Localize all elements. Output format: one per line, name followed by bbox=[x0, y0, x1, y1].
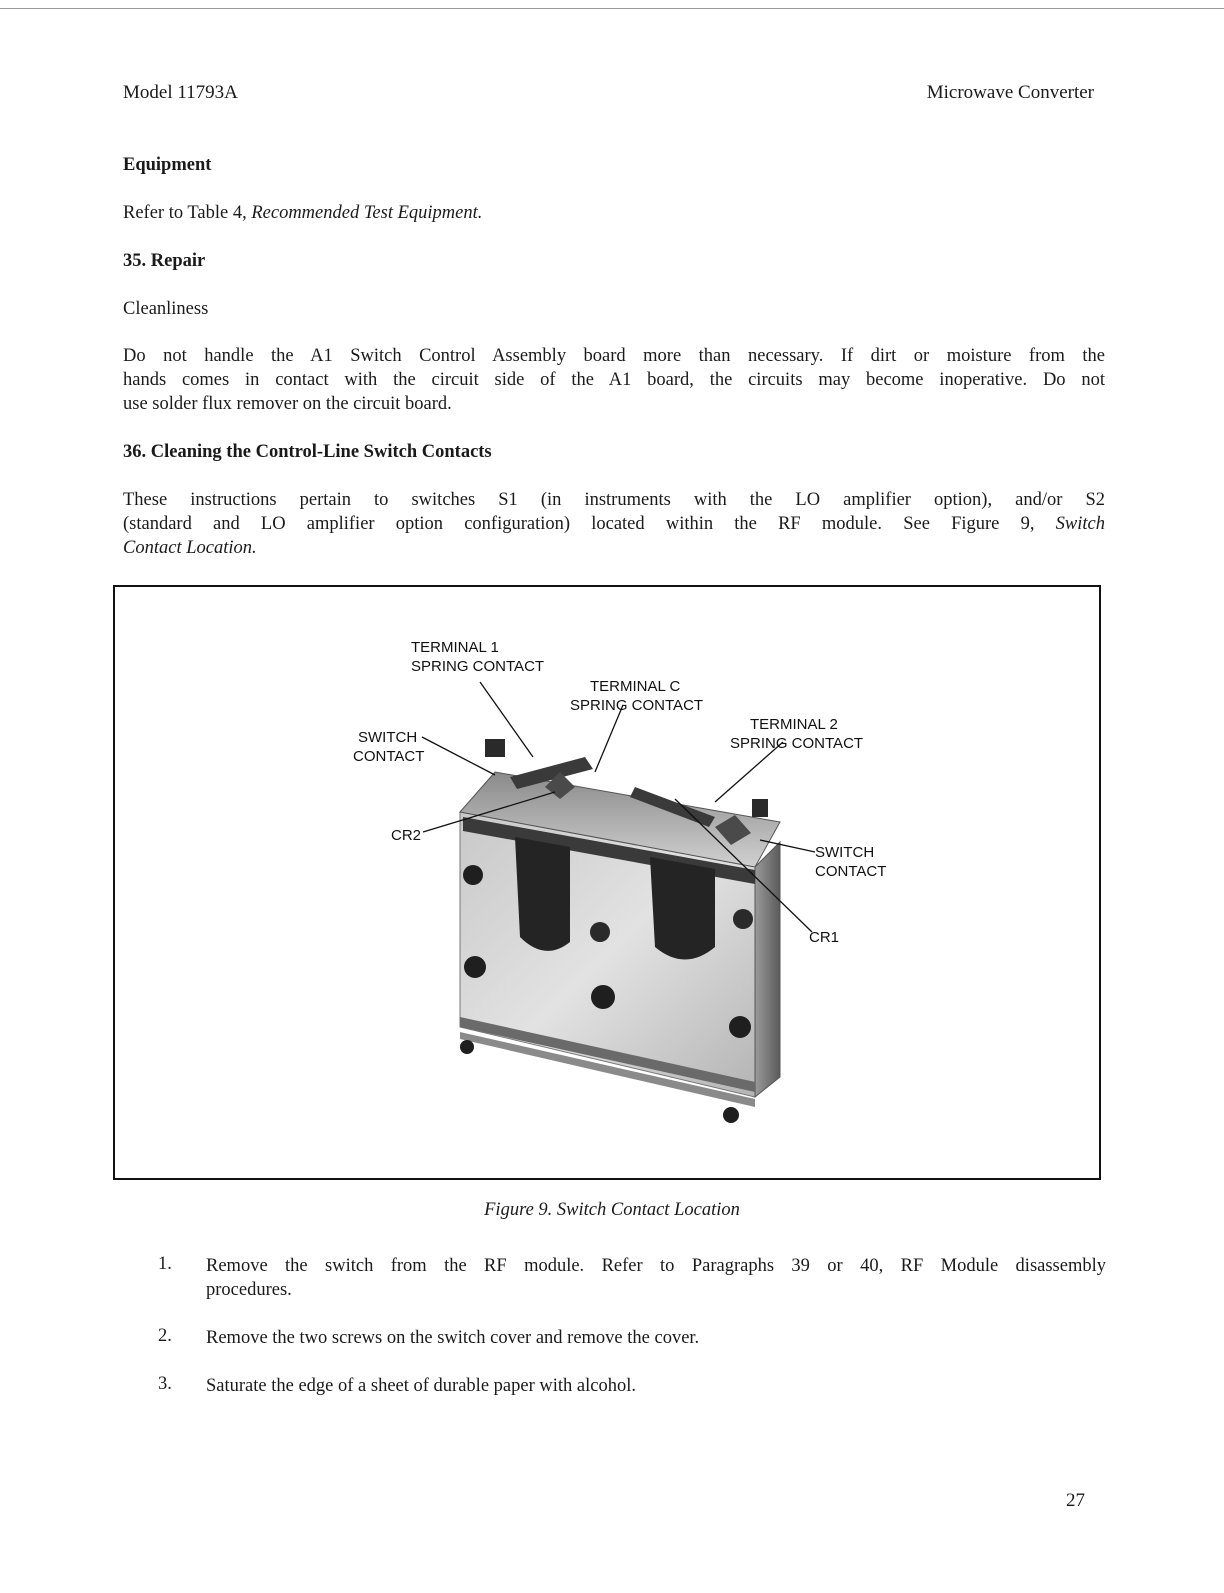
header-model: Model 11793A bbox=[123, 82, 238, 103]
repair-heading bbox=[123, 249, 1105, 273]
step-2-number: 2. bbox=[158, 1326, 172, 1346]
callout-terminal-1 bbox=[411, 638, 544, 676]
cleanliness-line-2: hands comes in contact with the circuit side of the A1 board, the circuits may become inoperative. Do not bbox=[123, 370, 1105, 390]
step-1-line-1: Remove the switch from the RF module. Refer to Paragraphs 39 or 40, RF Module disassembly bbox=[206, 1256, 1106, 1276]
callout-terminal-c-line-1: TERMINAL C bbox=[590, 678, 681, 695]
step-1-number: 1. bbox=[158, 1254, 172, 1274]
callout-terminal-2 bbox=[730, 715, 863, 753]
figure-caption: Figure 9. Switch Contact Location bbox=[484, 1200, 740, 1220]
section36-line-3 bbox=[123, 536, 1105, 560]
section36-ref-tail: Switch bbox=[1055, 514, 1105, 534]
callout-terminal-c-line-2: SPRING CONTACT bbox=[570, 697, 704, 714]
step-2-text: Remove the two screws on the switch cover and remove the cover. bbox=[206, 1328, 700, 1348]
callout-switch-left-line-1: SWITCH bbox=[358, 729, 418, 746]
section36-line-2 bbox=[123, 512, 1105, 536]
section36-ref-line2: Contact Location. bbox=[123, 538, 257, 558]
callout-switch-right-line-2: CONTACT bbox=[815, 863, 887, 880]
step-3-number: 3. bbox=[158, 1374, 172, 1394]
cleanliness-paragraph bbox=[123, 344, 1105, 416]
callout-switch-right-line-1: SWITCH bbox=[815, 844, 875, 861]
repair-title: Repair bbox=[150, 251, 206, 271]
coil-window-right bbox=[650, 857, 715, 960]
screw-3 bbox=[590, 922, 610, 942]
callout-switch-contact-left bbox=[353, 728, 424, 766]
cleanliness-line-1: Do not handle the A1 Switch Control Assembly board more than necessary. If dirt or moisture from the bbox=[123, 346, 1105, 366]
cleanliness-heading: Cleanliness bbox=[123, 299, 209, 319]
cleanliness-line-3: use solder flux remover on the circuit board. bbox=[123, 394, 452, 414]
screw-6 bbox=[729, 1016, 751, 1038]
header-product: Microwave Converter bbox=[926, 82, 1094, 103]
step-1-line-2: procedures. bbox=[206, 1280, 292, 1300]
equipment-text bbox=[123, 201, 1105, 225]
callout-terminal-c bbox=[570, 677, 703, 715]
screw-4 bbox=[591, 985, 615, 1009]
callout-switch-left-line-2: CONTACT bbox=[353, 748, 425, 765]
page-number: 27 bbox=[1066, 1490, 1085, 1511]
section36-line-1: These instructions pertain to switches S1 (in instruments with the LO amplifier option), and/or S2 bbox=[123, 490, 1105, 510]
terminal-post-left bbox=[485, 739, 505, 757]
equipment-heading: Equipment bbox=[123, 155, 212, 175]
figure-9-frame bbox=[113, 585, 1101, 1180]
screw-1 bbox=[463, 865, 483, 885]
screw-2 bbox=[464, 956, 486, 978]
repair-number: 35. bbox=[123, 251, 147, 271]
screw-5 bbox=[733, 909, 753, 929]
callout-cr1: CR1 bbox=[809, 929, 840, 946]
callout-cr2: CR2 bbox=[391, 827, 422, 844]
callout-terminal-2-line-1: TERMINAL 2 bbox=[750, 716, 838, 733]
callout-terminal-1-line-1: TERMINAL 1 bbox=[411, 639, 499, 656]
section36-heading: 36. Cleaning the Control-Line Switch Contacts bbox=[123, 442, 492, 462]
equipment-text-ref: Recommended Test Equipment. bbox=[251, 203, 483, 223]
step-3-text: Saturate the edge of a sheet of durable paper with alcohol. bbox=[206, 1376, 636, 1396]
coil-window-left bbox=[515, 837, 570, 951]
section36-line-2-text: (standard and LO amplifier option configuration) located within the RF module. See Figure 9, bbox=[123, 514, 1035, 534]
callout-switch-contact-right bbox=[815, 843, 886, 881]
equipment-text-prefix: Refer to Table 4, bbox=[123, 203, 252, 223]
screw-7 bbox=[460, 1040, 474, 1054]
section36-paragraph bbox=[123, 488, 1105, 560]
callout-terminal-1-line-2: SPRING CONTACT bbox=[411, 658, 545, 675]
top-rule bbox=[0, 8, 1224, 9]
step-1-text bbox=[206, 1254, 1106, 1302]
callout-terminal-2-line-2: SPRING CONTACT bbox=[730, 735, 864, 752]
screw-8 bbox=[723, 1107, 739, 1123]
terminal-post-right bbox=[752, 799, 768, 817]
